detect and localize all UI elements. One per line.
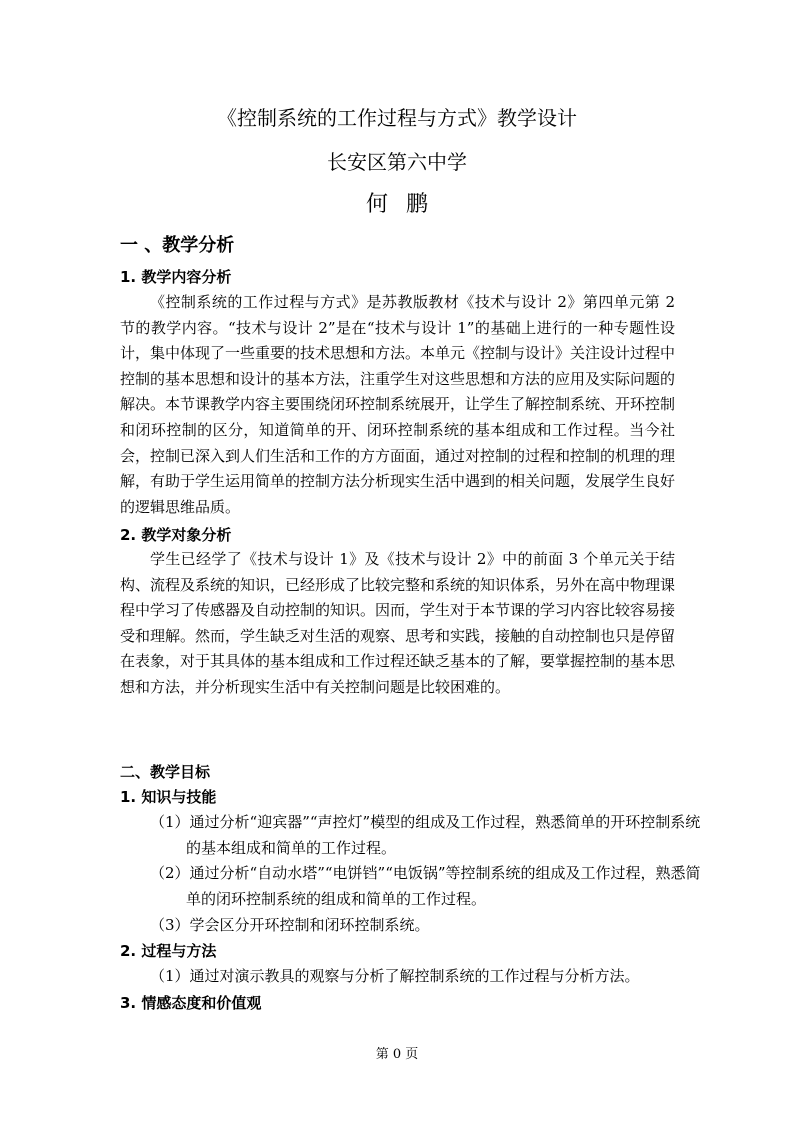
document-title: 《控制系统的工作过程与方式》教学设计 xyxy=(217,106,577,130)
paragraph-content-analysis: 《控制系统的工作过程与方式》是苏教版教材《技术与设计 2》第四单元第 2 节的教学内容。“技术与设计 2”是在“技术与设计 1”的基础上进行的一种专题性设计，集中体现了一些重要的技术思想和方法。本单元《控制与设计》关注设计过程中控制的基本思想和设计的基本方法，注重学生对这些思想和方法的应用及实际问题的解决。本节课教学内容主要围绕闭环控制系统展开，让学生了解控制系统、开环控制和闭环控制的区分，知道简单的开、闭环控制系统的基本组成和工作过程。当今社会，控制已深入到人们生活和工作的方方面面，通过对控制的过程和控制的机理的理解，有助于学生运用简单的控制方法分析现实生活中遇到的相关问题，发展学生良好的逻辑思维品质。 xyxy=(120,293,676,516)
list-item: （1）通过对演示教具的观察与分析了解控制系统的工作过程与分析方法。 xyxy=(150,967,640,985)
subsection-heading-content: 1. 教学内容分析 xyxy=(120,268,232,286)
page-number: 第 0 页 xyxy=(375,1047,419,1062)
paragraph-audience-analysis: 学生已经学了《技术与设计 1》及《技术与设计 2》中的前面 3 个单元关于结构、流程及系统的知识，已经形成了比较完整和系统的知识体系，另外在高中物理课程中学习了传感器及自动控制的知识。因而，学生对于本节课的学习内容比较容易接受和理解。然而，学生缺乏对生活的观察、思考和实践，接触的自动控制也只是停留在表象，对于其具体的基本组成和工作过程还缺乏基本的了解，要掌握控制的基本思想和方法，并分析现实生活中有关控制问题是比较困难的。 xyxy=(120,550,676,696)
section-heading-analysis: 一 、教学分析 xyxy=(120,235,235,256)
subsection-heading-values: 3. 情感态度和价值观 xyxy=(120,994,262,1012)
subsection-heading-process: 2. 过程与方法 xyxy=(120,942,217,960)
list-item: （2）通过分析“自动水塔”“电饼铛”“电饭锅”等控制系统的组成及工作过程，熟悉简单的闭环控制系统的组成和简单的工作过程。 xyxy=(150,864,701,908)
author-name: 何鹏 xyxy=(365,192,446,217)
subsection-heading-knowledge: 1. 知识与技能 xyxy=(120,788,217,806)
list-item: （1）通过分析“迎宾器”“声控灯”模型的组成及工作过程，熟悉简单的开环控制系统的基本组成和简单的工作过程。 xyxy=(150,813,701,857)
section-heading-goals: 二、教学目标 xyxy=(120,763,211,781)
list-item: （3）学会区分开环控制和闭环控制系统。 xyxy=(150,916,430,934)
subsection-heading-audience: 2. 教学对象分析 xyxy=(120,526,232,544)
school-name: 长安区第六中学 xyxy=(327,150,467,174)
